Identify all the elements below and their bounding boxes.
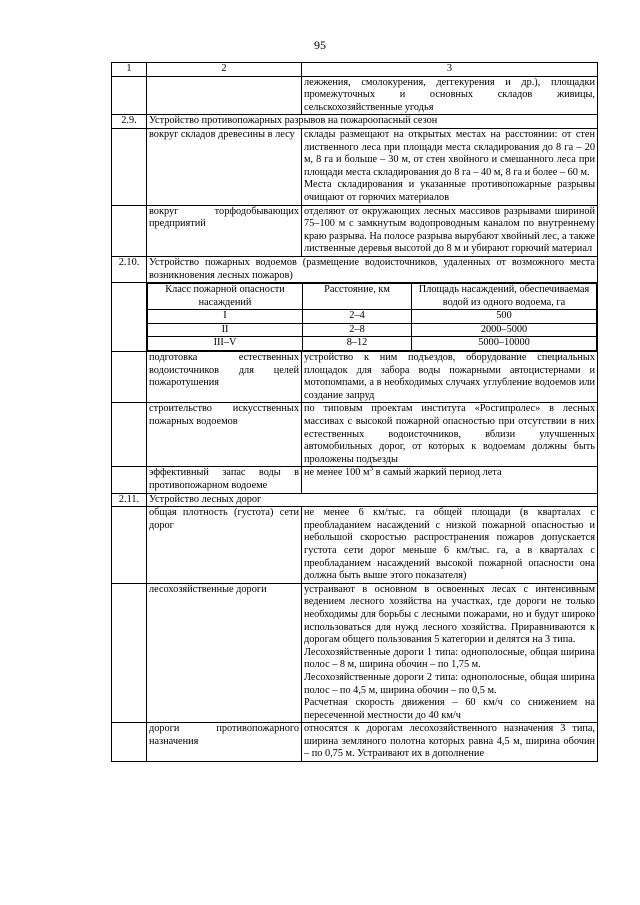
item-text: Места складирования и указанные противопожарные разрывы очищают от горючих материалов [304, 179, 595, 203]
section-row-2-9 [112, 115, 598, 129]
inner-row [148, 323, 597, 337]
water-source-table [147, 283, 597, 351]
table-row [112, 467, 598, 493]
inner-cell: 2–4 [303, 310, 412, 324]
inner-cell: 2–8 [303, 323, 412, 337]
item-text: относятся к дорогам лесохозяйственного назначения 3 типа, ширина земляного полотна которых равна 4,5 м, ширина обочин – по 0,75 м. Устраивают их в дополнение [302, 723, 598, 762]
header-col-3: 3 [302, 63, 598, 77]
page-number: 95 [314, 38, 326, 52]
table-row [112, 723, 598, 762]
inner-header: Класс пожарной опасности насаждений [148, 284, 303, 310]
table-row [112, 128, 598, 205]
item-text: склады размещают на открытых местах на расстоянии: от стен лиственного леса при площади места складирования до 8 га – 20 м, 8 га и больше – 30 м, от стен хвойного и смешанного леса при площади места складирования до 8 га – 40 м, 8 га и более – 60 м. [304, 128, 595, 178]
table-row [112, 403, 598, 467]
inner-cell: III–V [148, 337, 303, 351]
item-label: дороги противопожарного назначения [147, 723, 302, 762]
item-text: отделяют от окружающих лесных массивов разрывами шириной 75–100 м с замкнутым водопроводным каналом по внутреннему краю разрыва. На полосе разрыва вырубают хвойный лес, а также лиственные деревья высотой до 8 м и убирают горючий материал [302, 205, 598, 256]
item-text: Лесохозяйственные дороги 2 типа: однополосные, общая ширина полос – по 4,5 м, ширина обочин – по 0,5 м. [304, 671, 595, 696]
section-title: Устройство пожарных водоемов (размещение водоисточников, удаленных от возможного места возникновения лесных пожаров) [147, 256, 598, 282]
item-label: вокруг торфодобывающих предприятий [147, 205, 302, 256]
section-number: 2.10. [112, 256, 147, 282]
section-number: 2.9. [112, 115, 147, 129]
continuation-row [112, 76, 598, 115]
inner-cell: 5000–10000 [412, 337, 597, 351]
inner-header: Площадь насаждений, обеспечиваемая водой из одного водоема, га [412, 284, 597, 310]
table-row [112, 205, 598, 256]
item-text: устройство к ним подъездов, оборудование специальных площадок для забора воды пожарными автоцистернами и мотопомпами, а в необходимых случаях углубление водоемов или создание запруд [302, 352, 598, 403]
item-text: по типовым проектам института «Росгипролес» в лесных массивах с высокой пожарной опасностью при отсутствии в них естественных водоисточников, вблизи улучшенных автомобильных дорог, от которых к водоемам должны быть проложены подъезды [302, 403, 598, 467]
item-label: лесохозяйственные дороги [147, 583, 302, 723]
inner-row [148, 337, 597, 351]
inner-row [148, 310, 597, 324]
table-header-row [112, 63, 598, 77]
item-label: подготовка естественных водоисточников для целей пожаротушения [147, 352, 302, 403]
table-row [112, 507, 598, 584]
item-text: не менее 6 км/тыс. га общей площади (в кварталах с преобладанием насаждений с низкой пожарной опасностью и небольшой скоростью распространения пожаров допускается густота сети дорог меньше 6 км/тыс. га, а в кварталах с преобладанием насаждений высокой пожарной опасности она должна быть выше этого показателя) [302, 507, 598, 584]
inner-cell: 8–12 [303, 337, 412, 351]
item-text: не менее 100 $м^3$ в самый жаркий период лета [302, 467, 598, 493]
section-number: 2.11. [112, 493, 147, 507]
item-label: общая плотность (густота) сети дорог [147, 507, 302, 584]
section-row-2-10 [112, 256, 598, 282]
inner-cell: 500 [412, 310, 597, 324]
section-title: Устройство лесных дорог [147, 493, 598, 507]
header-col-2: 2 [147, 63, 302, 77]
item-text: Лесохозяйственные дороги 1 типа: однополосные, общая ширина полос – 8 м, ширина обочин – по 1,75 м. [304, 646, 595, 671]
header-col-1: 1 [112, 63, 147, 77]
inner-cell: II [148, 323, 303, 337]
table-row [112, 352, 598, 403]
continuation-text: лежжения, смолокурения, деггекурения и др.), площадки промежуточных и основных складов живицы, сельскохозяйственные угодья [302, 76, 598, 115]
item-label: эффективный запас воды в противопожарном водоеме [147, 467, 302, 493]
inner-cell: 2000–5000 [412, 323, 597, 337]
inner-cell: I [148, 310, 303, 324]
item-label: вокруг складов древесины в лесу [147, 128, 302, 205]
section-row-2-11 [112, 493, 598, 507]
inner-header: Расстояние, км [303, 284, 412, 310]
inner-header-row [148, 284, 597, 310]
item-label: строительство искусственных пожарных водоемов [147, 403, 302, 467]
section-title: Устройство противопожарных разрывов на пожароопасный сезон [147, 115, 598, 129]
item-text: устраивают в основном в освоенных лесах с интенсивным ведением лесного хозяйства на участках, где дороги не только необходимы для борьбы с лесными пожарами, но и будут широко использоваться для нужд лесного хозяйства. Приравниваются к дорогам общего пользования 5 категории и делятся на 3 типа. [304, 583, 595, 646]
item-text: Расчетная скорость движения – 60 км/ч со снижением на пересеченной местности до 40 км/ч [304, 697, 595, 721]
document-table [111, 62, 598, 762]
table-row [112, 583, 598, 723]
water-table-row [112, 283, 598, 352]
